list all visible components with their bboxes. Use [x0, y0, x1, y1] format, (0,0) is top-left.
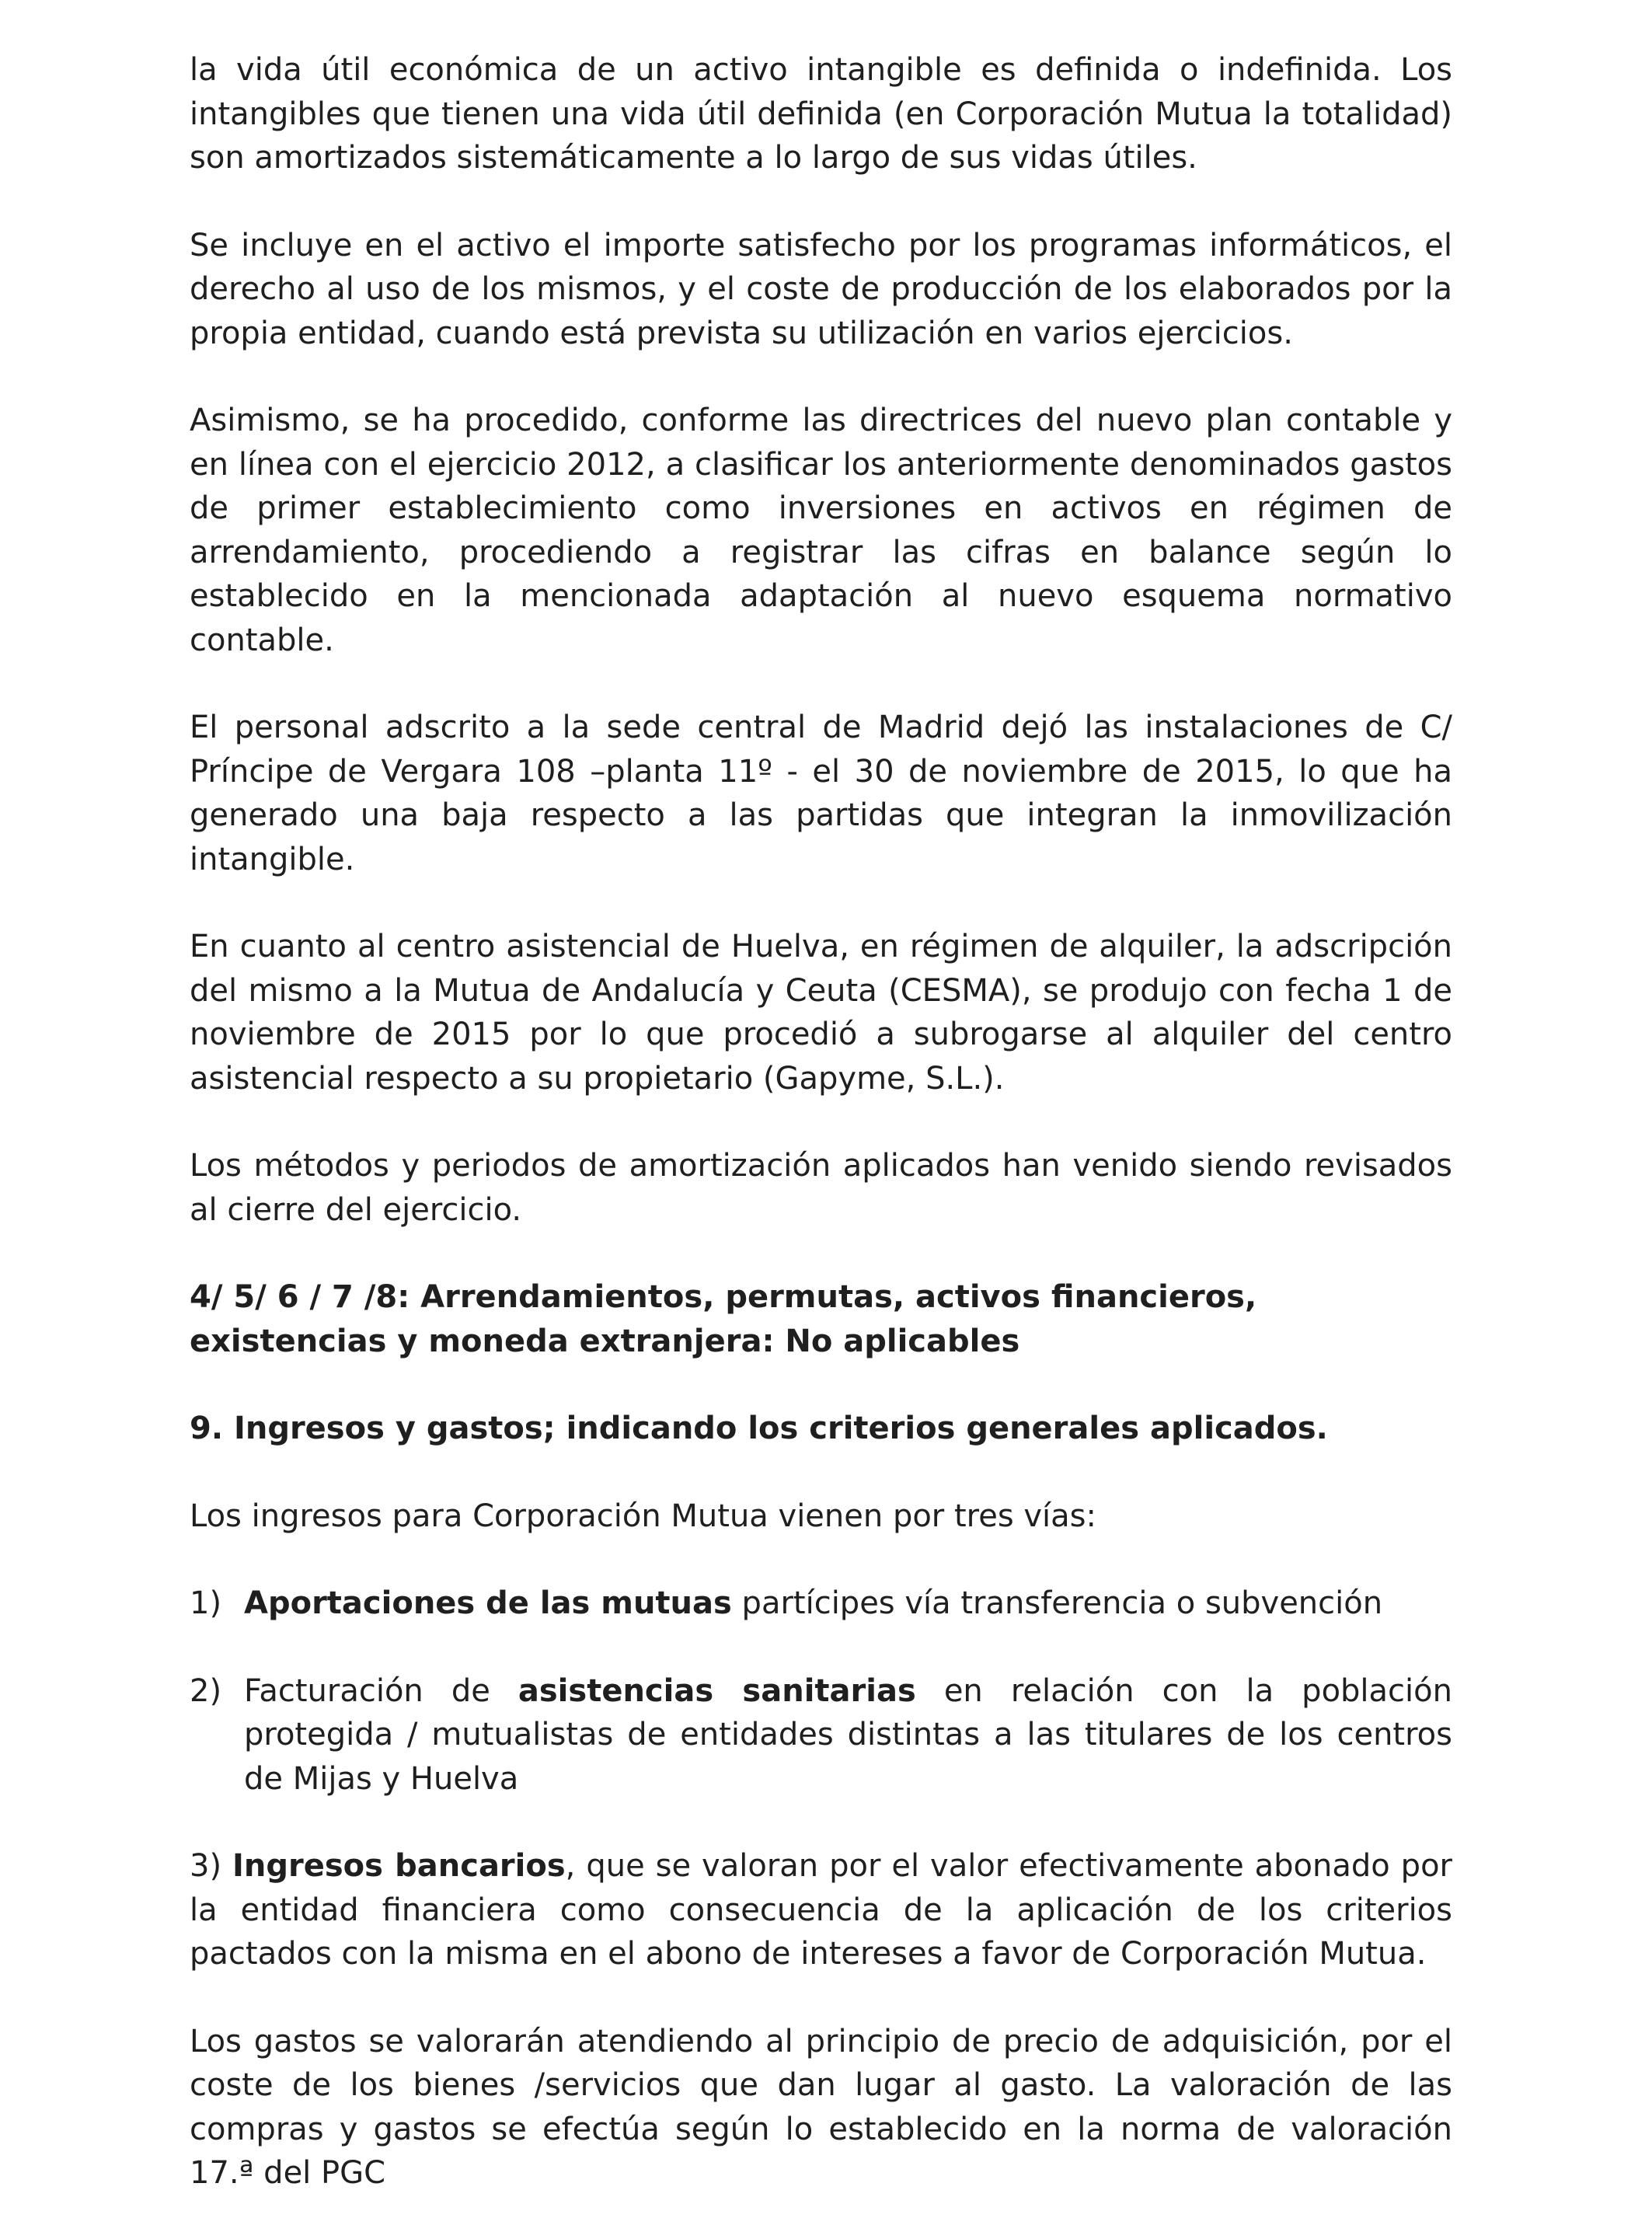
heading-not-applicable: 4/ 5/ 6 / 7 /8: Arrendamientos, permutas, activos financieros, existencias y moneda extranjera: No aplicables — [190, 1279, 1257, 1359]
income-item-2 — [190, 1669, 1452, 1801]
list-number: 2) — [190, 1672, 222, 1709]
paragraph-intangible-life: la vida útil económica de un activo intangible es definida o indefinida. Los intangibles que tienen una vida útil definida (en Corporación Mutua la totalidad) son amortizados sistemáticamente a lo largo de sus vidas útiles. — [190, 52, 1452, 176]
income-item-3 — [190, 1844, 1452, 1976]
list-text-rest: , que se valoran por el valor efectivamente abonado por la entidad financiera como consecuencia de la aplicación de los criterios pactados con la misma en el abono de intereses a favor de Corporación Mutua. — [190, 1848, 1452, 1972]
income-item-1 — [190, 1582, 1452, 1626]
paragraph-income-intro: Los ingresos para Corporación Mutua vienen por tres vías: — [190, 1498, 1096, 1534]
list-number: 1) — [190, 1585, 222, 1621]
bold-term: asistencias sanitarias — [518, 1672, 916, 1709]
document-page — [190, 48, 1452, 2239]
list-number: 3) — [190, 1848, 233, 1884]
list-text-rest: partícipes vía transferencia o subvención — [731, 1585, 1383, 1621]
bold-term: Ingresos bancarios — [232, 1848, 566, 1884]
paragraph-huelva-center: En cuanto al centro asistencial de Huelva, en régimen de alquiler, la adscripción del mismo a la Mutua de Andalucía y Ceuta (CESMA), se produjo con fecha 1 de noviembre de 2015 por lo que procedió a subrogarse al alquiler del centro asistencial respecto a su propietario (Gapyme, S.L.). — [190, 929, 1452, 1097]
paragraph-madrid-headquarters: El personal adscrito a la sede central de Madrid dejó las instalaciones de C/ Príncipe de Vergara 108 –planta 11º - el 30 de noviembre de 2015, lo que ha generado una baja respecto a las partidas que integran la inmovilización intangible. — [190, 710, 1452, 877]
paragraph-reclassification: Asimismo, se ha procedido, conforme las directrices del nuevo plan contable y en línea con el ejercicio 2012, a clasificar los anteriormente denominados gastos de primer establecimiento como inversiones en activos en régimen de arrendamiento, procediendo a registrar las cifras en balance según lo establecido en la mencionada adaptación al nuevo esquema normativo contable. — [190, 403, 1452, 658]
bold-term: Aportaciones de las mutuas — [244, 1585, 732, 1621]
list-text-rest: en relación con la población protegida / mutualistas de entidades distintas a las titulares de los centros de Mijas y Huelva — [244, 1672, 1452, 1797]
list-text-pre: Facturación de — [244, 1672, 518, 1709]
list-text — [244, 1582, 1452, 1626]
paragraph-software: Se incluye en el activo el importe satisfecho por los programas informáticos, el derecho al uso de los mismos, y el coste de producción de los elaborados por la propia entidad, cuando está prevista su utilización en varios ejercicios. — [190, 227, 1452, 351]
heading-income-expenses: 9. Ingresos y gastos; indicando los criterios generales aplicados. — [190, 1411, 1328, 1446]
list-text — [244, 1669, 1452, 1801]
paragraph-amortization-methods: Los métodos y periodos de amortización aplicados han venido siendo revisados al cierre del ejercicio. — [190, 1148, 1452, 1228]
paragraph-expenses: Los gastos se valorarán atendiendo al principio de precio de adquisición, por el coste de los bienes /servicios que dan lugar al gasto. La valoración de las compras y gastos se efectúa según lo establecido en la norma de valoración 17.ª del PGC — [190, 2023, 1452, 2191]
